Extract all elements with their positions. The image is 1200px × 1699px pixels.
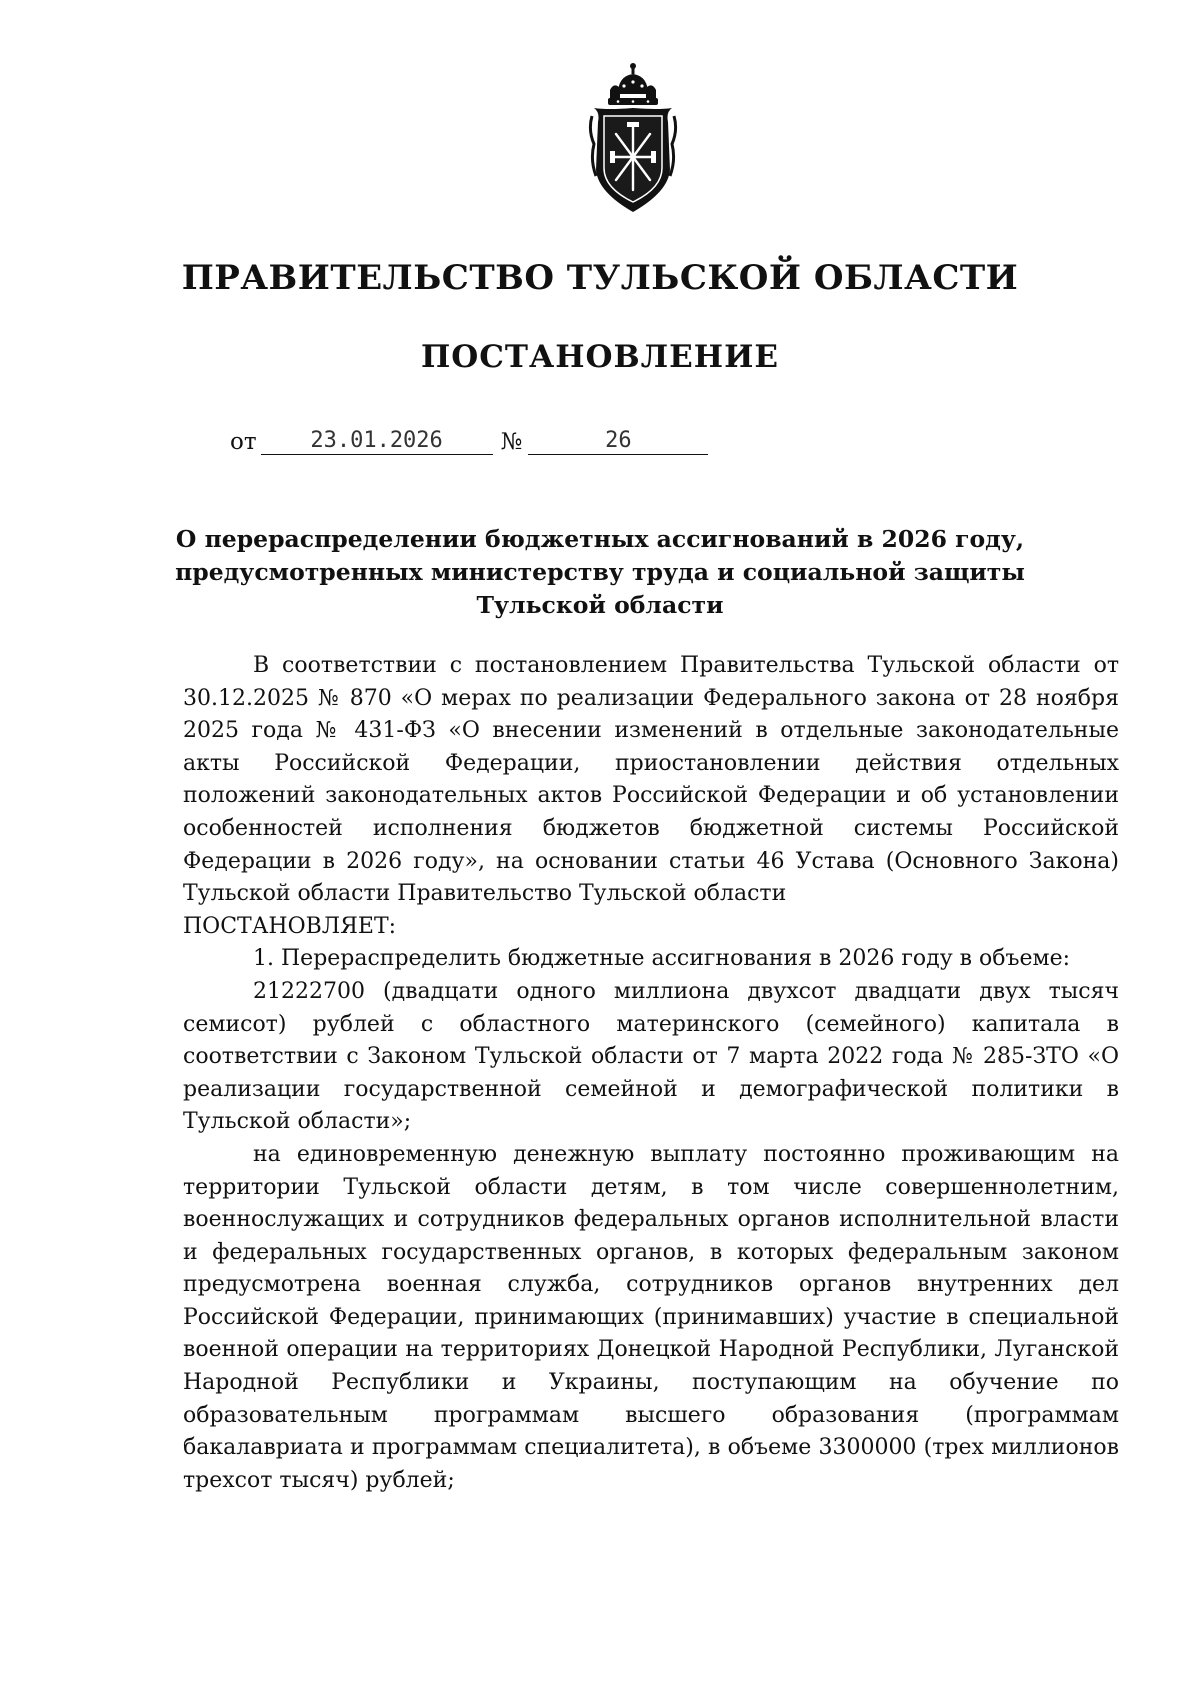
subject-line: Тульской области [476,591,724,619]
payment-paragraph: на единовременную денежную выплату постоянно проживающим на территории Тульской области детям, в том числе совершеннолетним, военнослужащих и сотрудников федеральных органов исполнительной власти и федеральных государственных органов, в которых федеральным законом предусмотрена военная служба, сотрудников органов внутренних дел Российской Федерации, принимающих (принимавших) участие в специальной военной операции на территориях Донецкой Народной Республики, Луганской Народной Республики и Украины, поступающим на обучение по образовательным программам высшего образования (программам бакалавриата и программам специалитета), в объеме 3300000 (трех миллионов трехсот тысяч) рублей; [183,1141,1119,1493]
resolves-keyword: ПОСТАНОВЛЯЕТ: [183,913,397,939]
amount-paragraph: 21222700 (двадцати одного миллиона двухсот двадцати двух тысяч семисот) рублей с областного материнского (семейного) капитала в соответствии с Законом Тульской области от 7 марта 2022 года № 285-ЗТО «О реализации государственной семейной и демографической политики в Тульской области»; [183,978,1119,1135]
item-1-paragraph: 1. Перераспределить бюджетные ассигнования в 2026 году в объеме: [253,946,1071,972]
document-subject [0,523,1200,622]
subject-line: О перераспределении бюджетных ассигнований в 2026 году, [175,525,1025,553]
document-number: 26 [528,428,708,455]
subject-line: предусмотренных министерству труда и социальной защиты [175,558,1025,586]
number-label: № [500,429,523,455]
organization-title: ПРАВИТЕЛЬСТВО ТУЛЬСКОЙ ОБЛАСТИ [181,258,1019,298]
document-type-title: ПОСТАНОВЛЕНИЕ [420,339,779,375]
preamble-paragraph: В соответствии с постановлением Правительства Тульской области от 30.12.2025 № 870 «О мерах по реализации Федерального закона от 28 ноября 2025 года № 431-ФЗ «О внесении изменений в отдельные законодательные акты Российской Федерации, приостановлении действия отдельных положений законодательных актов Российской Федерации и об установлении особенностей исполнения бюджетов бюджетной системы Российской Федерации в 2026 году», на основании статьи 46 Устава (Основного Закона) Тульской области Правительство Тульской области [183,653,1119,907]
from-label: от [230,429,257,455]
tula-coat-of-arms-emblem [588,60,678,216]
date-number-line [230,428,708,455]
document-body [183,650,1119,1497]
document-date: 23.01.2026 [261,428,493,455]
